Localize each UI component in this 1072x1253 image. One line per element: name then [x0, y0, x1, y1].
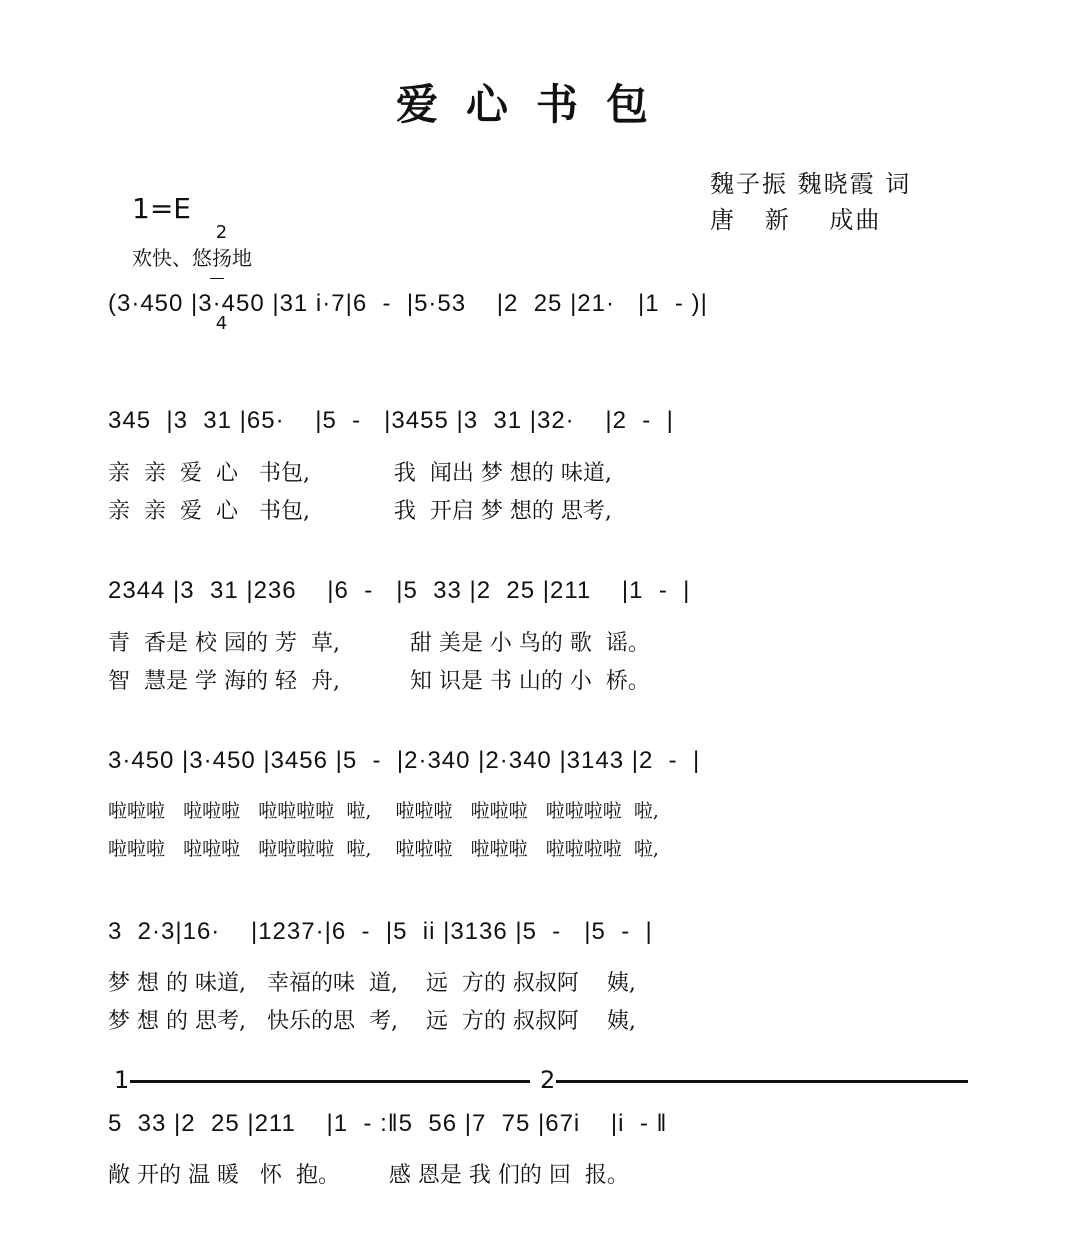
volta-1-number: 1 [114, 1066, 130, 1094]
staff-line-3: 2344 |3 31 |236 |6 - |5 33 |2 25 |211 |1 - | [108, 577, 691, 604]
time-signature [210, 188, 233, 369]
lyric-line: 青 香是 校 园的 芳 草, 甜 美是 小 鸟的 歌 谣。 [108, 631, 650, 656]
song-title: 爱心书包 [395, 80, 676, 129]
composer-credit: 唐 新 成曲 [710, 206, 882, 234]
lyric-line: 啦啦啦 啦啦啦 啦啦啦啦 啦, 啦啦啦 啦啦啦 啦啦啦啦 啦, [108, 838, 659, 860]
lyric-line: 亲 亲 爱 心 书包, 我 闻出 梦 想的 味道, [108, 461, 612, 486]
lyric-line: 敞 开的 温 暖 怀 抱。 感 恩是 我 们的 回 报。 [108, 1163, 629, 1188]
staff-line-2: 345 |3 31 |65· |5 - |3455 |3 31 |32· |2 - | [108, 407, 674, 434]
volta-1-bracket [130, 1080, 530, 1083]
time-signature-bar [210, 278, 224, 279]
staff-line-5: 3 2·3|16· |1237·|6 - |5 ii |3136 |5 - |5 - | [108, 918, 653, 945]
lyric-line: 亲 亲 爱 心 书包, 我 开启 梦 想的 思考, [108, 499, 612, 524]
lyric-line: 啦啦啦 啦啦啦 啦啦啦啦 啦, 啦啦啦 啦啦啦 啦啦啦啦 啦, [108, 800, 659, 822]
lyricist-credit: 魏子振 魏晓霞 词 [710, 170, 912, 198]
time-signature-bottom: 4 [215, 313, 228, 334]
time-signature-top: 2 [215, 222, 228, 243]
tempo-marking: 欢快、悠扬地 [132, 246, 252, 270]
lyric-line: 智 慧是 学 海的 轻 舟, 知 识是 书 山的 小 桥。 [108, 669, 650, 694]
volta-2-bracket [556, 1080, 968, 1083]
key-signature: 1=E [132, 192, 191, 225]
lyric-line: 梦 想 的 思考, 快乐的思 考, 远 方的 叔叔阿 姨, [108, 1009, 636, 1034]
volta-2-number: 2 [540, 1066, 556, 1094]
staff-line-6: 5 33 |2 25 |211 |1 - :‖5 56 |7 75 |67i |i - ‖ [108, 1110, 668, 1137]
staff-line-1: (3·450 |3·450 |31 i·7|6 - |5·53 |2 25 |21· |1 - )| [108, 290, 708, 317]
lyric-line: 梦 想 的 味道, 幸福的味 道, 远 方的 叔叔阿 姨, [108, 971, 636, 996]
staff-line-4: 3·450 |3·450 |3456 |5 - |2·340 |2·340 |3143 |2 - | [108, 747, 701, 774]
